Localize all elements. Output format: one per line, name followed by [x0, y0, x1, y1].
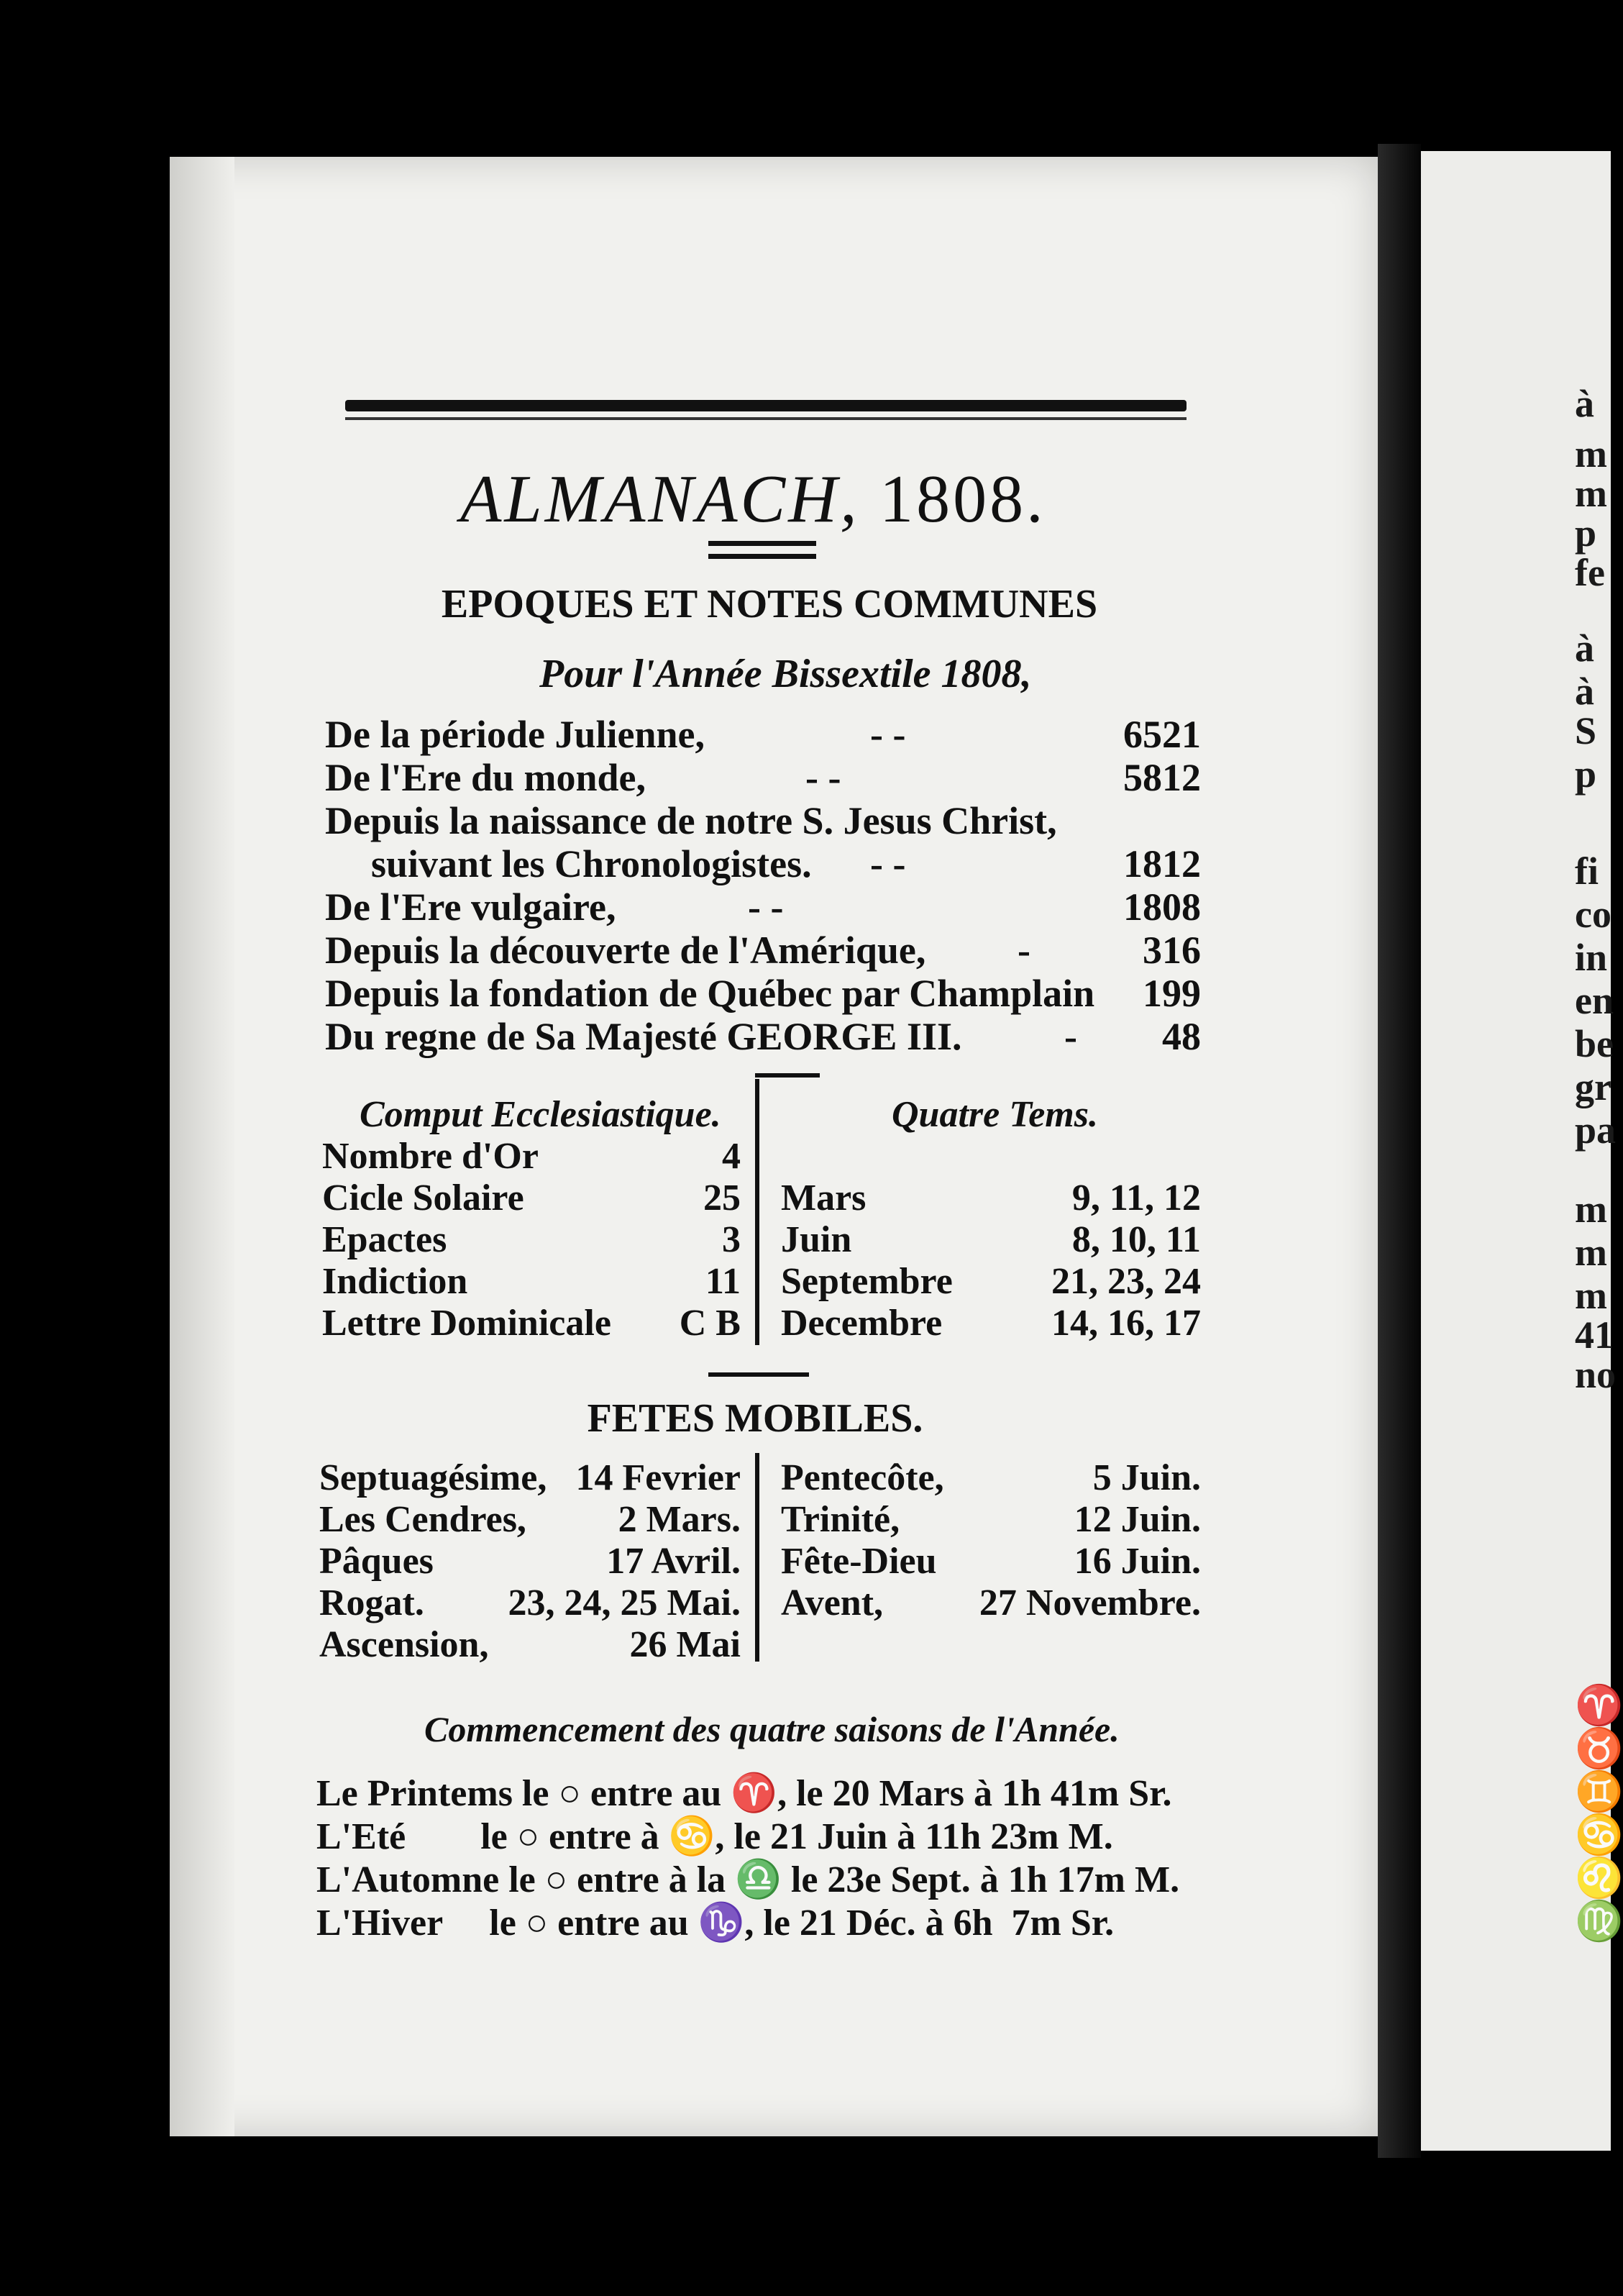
epoque-dashes: -: [1018, 929, 1030, 972]
right-page-fragment: S: [1575, 709, 1597, 752]
quatre-tems-month: Juin: [781, 1219, 852, 1260]
epoque-value: 48: [1162, 1015, 1201, 1058]
quatre-tems-month: Decembre: [781, 1303, 943, 1344]
fete-label: Rogat.: [319, 1582, 424, 1623]
right-page-fragment: ♊: [1575, 1770, 1623, 1813]
epoque-label: De l'Ere du monde,: [325, 756, 646, 799]
right-page-fragment: fi: [1575, 849, 1599, 893]
comput-label: Nombre d'Or: [322, 1136, 539, 1177]
right-page-fragment: be: [1575, 1022, 1614, 1065]
right-page-fragment: ♉: [1575, 1727, 1623, 1770]
saison-row: Le Printems le ○ entre au ♈, le 20 Mars à 1h 41m Sr.: [316, 1773, 1172, 1814]
saison-row: L'Automne le ○ entre à la ♎ le 23e Sept. à 1h 17m M.: [316, 1859, 1180, 1900]
fete-label: Pâques: [319, 1541, 434, 1582]
section-rule: [708, 1372, 809, 1377]
right-page-fragment: in: [1575, 936, 1608, 979]
fete-label: Avent,: [781, 1582, 884, 1623]
right-page-fragment: m: [1575, 472, 1607, 515]
fete-date: 12 Juin.: [1074, 1499, 1201, 1540]
comput-heading: Comput Ecclesiastique.: [360, 1094, 721, 1135]
epoque-label: De l'Ere vulgaire,: [325, 885, 616, 929]
quatre-tems-days: 9, 11, 12: [1071, 1177, 1201, 1218]
epoque-label: Depuis la découverte de l'Amérique,: [325, 929, 926, 972]
right-page-fragment: m: [1575, 1188, 1607, 1231]
saison-row: L'Eté le ○ entre à ♋, le 21 Juin à 11h 23m M.: [316, 1816, 1113, 1857]
right-page-fragment: p: [1575, 752, 1597, 796]
epoque-dashes: - -: [805, 756, 841, 799]
saisons-heading: Commencement des quatre saisons de l'Année.: [424, 1709, 1120, 1749]
epoque-value: 316: [1143, 929, 1201, 972]
right-page-fragment: à: [1575, 382, 1594, 425]
right-page-fragment: à: [1575, 627, 1594, 670]
saison-row: L'Hiver le ○ entre au ♑, le 21 Déc. à 6h 7m Sr.: [316, 1903, 1115, 1944]
right-page-fragment: ♈: [1575, 1684, 1623, 1727]
epoque-dashes: - -: [748, 885, 784, 929]
comput-value: C B: [679, 1303, 741, 1344]
epoque-label: Depuis la fondation de Québec par Champlain: [325, 972, 1095, 1015]
title-year: 1808.: [879, 462, 1046, 537]
book-gutter: [1378, 144, 1421, 2158]
right-page-fragment: co: [1575, 893, 1611, 936]
title-rule-1: [708, 541, 816, 546]
epoque-label: suivant les Chronologistes.: [371, 842, 812, 885]
table-top-bracket: [755, 1073, 820, 1078]
title-rule-2: [708, 554, 816, 559]
epoque-value: 6521: [1123, 713, 1201, 756]
epoques-heading: EPOQUES ET NOTES COMMUNES: [441, 582, 1098, 627]
comput-value: 3: [722, 1219, 741, 1260]
fete-date: 2 Mars.: [618, 1499, 741, 1540]
comput-label: Indiction: [322, 1261, 468, 1302]
fete-date: 16 Juin.: [1074, 1541, 1201, 1582]
quatre-tems-month: Septembre: [781, 1261, 953, 1302]
quatre-tems-heading: Quatre Tems.: [892, 1094, 1098, 1135]
epoque-dashes: - -: [870, 842, 906, 885]
top-rule: [345, 400, 1187, 411]
fetes-heading: FETES MOBILES.: [587, 1396, 923, 1441]
right-page-fragment: ♋: [1575, 1813, 1623, 1857]
fete-label: Pentecôte,: [781, 1457, 944, 1498]
fetes-divider: [755, 1453, 759, 1662]
right-page-fragment: à: [1575, 670, 1594, 713]
fete-date: 26 Mai: [629, 1624, 741, 1665]
right-page-fragment: gr: [1575, 1065, 1611, 1108]
epoque-label: Du regne de Sa Majesté GEORGE III.: [325, 1015, 962, 1058]
epoque-dashes: - -: [870, 713, 906, 756]
epoque-value: 199: [1143, 972, 1201, 1015]
fete-date: 14 Fevrier: [575, 1457, 741, 1498]
comput-value: 4: [722, 1136, 741, 1177]
fete-label: Les Cendres,: [319, 1499, 526, 1540]
epoque-label: De la période Julienne,: [325, 713, 705, 756]
comput-label: Epactes: [322, 1219, 447, 1260]
right-page-fragment: m: [1575, 432, 1607, 475]
quatre-tems-days: 21, 23, 24: [1051, 1261, 1201, 1302]
comput-label: Cicle Solaire: [322, 1177, 524, 1218]
title-word: ALMANACH,: [460, 462, 860, 537]
table-divider: [755, 1079, 759, 1345]
right-page-fragment: fe: [1575, 551, 1605, 594]
comput-label: Lettre Dominicale: [322, 1303, 611, 1344]
top-rule-thin: [345, 417, 1187, 420]
right-page-fragment: p: [1575, 511, 1597, 555]
comput-value: 25: [703, 1177, 741, 1218]
fete-label: Trinité,: [781, 1499, 900, 1540]
right-page-fragment: pa: [1575, 1108, 1617, 1152]
epoque-value: 5812: [1123, 756, 1201, 799]
fete-date: 23, 24, 25 Mai.: [508, 1582, 741, 1623]
fete-date: 17 Avril.: [606, 1541, 741, 1582]
fete-date: 5 Juin.: [1092, 1457, 1201, 1498]
fete-date: 27 Novembre.: [979, 1582, 1201, 1623]
right-page-fragment: no: [1575, 1353, 1617, 1396]
page-title: [460, 460, 1046, 538]
page-edge-shadow: [170, 157, 234, 2136]
fete-label: Septuagésime,: [319, 1457, 547, 1498]
epoque-value: 1808: [1123, 885, 1201, 929]
comput-value: 11: [705, 1261, 741, 1302]
right-page-fragment: ♍: [1575, 1900, 1623, 1943]
epoque-dashes: -: [1064, 1015, 1077, 1058]
quatre-tems-month: Mars: [781, 1177, 867, 1218]
quatre-tems-days: 8, 10, 11: [1071, 1219, 1201, 1260]
right-page-fragment: en: [1575, 979, 1614, 1022]
fete-label: Fête-Dieu: [781, 1541, 937, 1582]
epoque-label: Depuis la naissance de notre S. Jesus Christ,: [325, 799, 1057, 842]
epoques-subheading: Pour l'Année Bissextile 1808,: [539, 652, 1032, 696]
right-page-fragment: ♌: [1575, 1857, 1623, 1900]
quatre-tems-days: 14, 16, 17: [1051, 1303, 1201, 1344]
fete-label: Ascension,: [319, 1624, 489, 1665]
right-page-fragment: 41: [1575, 1313, 1614, 1357]
epoque-value: 1812: [1123, 842, 1201, 885]
right-page-fragment: m: [1575, 1274, 1607, 1317]
right-page-fragment: m: [1575, 1231, 1607, 1274]
